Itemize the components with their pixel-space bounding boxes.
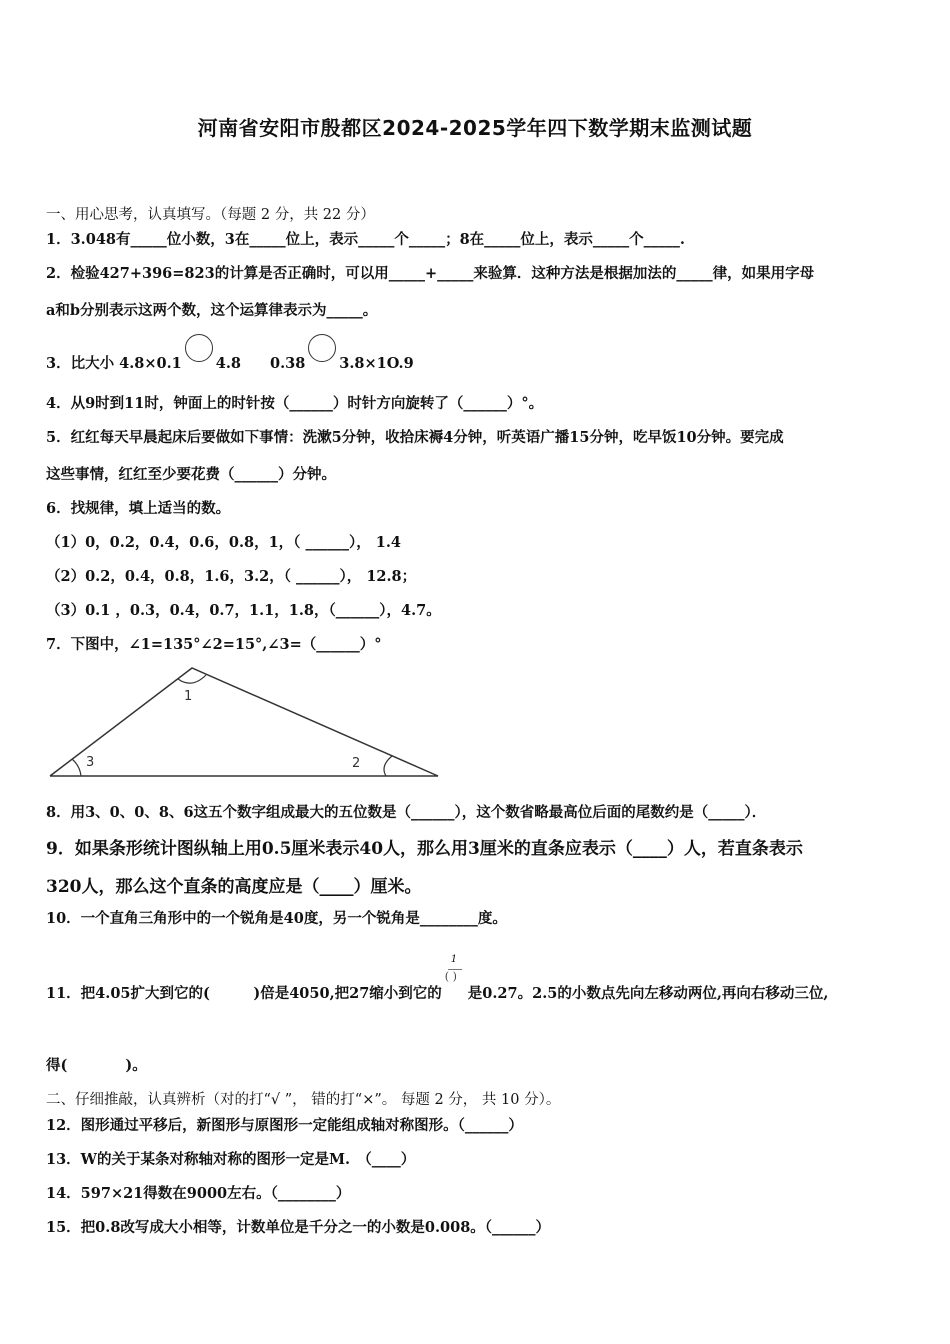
question-15: 15．把0.8改写成大小相等，计数单位是千分之一的小数是0.008。（______） — [46, 1219, 551, 1236]
question-7: 7．下图中，∠1=135°∠2=15°,∠3=（______）° — [46, 636, 382, 653]
angle-2-arc — [384, 756, 392, 776]
question-14: 14．597×21得数在9000左右。（________） — [46, 1185, 351, 1202]
question-5-line-2: 这些事情，红红至少要花费（______）分钟。 — [46, 466, 336, 483]
question-5-line-1: 5．红红每天早晨起床后要做如下事情：洗漱5分钟，收拾床褥4分钟，听英语广播15分钟，吃早饭10分钟。要完成 — [46, 429, 784, 446]
question-11-prefix: 11．把4.05扩大到它的( )倍是4050,把27缩小到它的 — [46, 985, 442, 1002]
question-6-part-3: （3）0.1 ，0.3，0.4，0.7，1.1，1.8，（______），4.7。 — [46, 602, 441, 619]
question-2-line-1: 2．检验427+396=823的计算是否正确时，可以用_____+_____来验算．这种方法是根据加法的_____律，如果用字母 — [46, 265, 815, 282]
angle-3-arc — [72, 759, 81, 776]
question-8: 8．用3、0、0、8、6这五个数字组成最大的五位数是（______），这个数省略最高位后面的尾数约是（_____）． — [46, 804, 767, 821]
question-3-suffix: 3.8×1O.9 — [339, 355, 414, 372]
fraction-numerator: 1 — [450, 954, 458, 965]
triangle-figure — [40, 660, 450, 785]
fraction-denominator: ( ) — [444, 970, 457, 983]
question-13: 13．W的关于某条对称轴对称的图形一定是M. （____） — [46, 1151, 416, 1168]
fraction-one-over-blank — [442, 954, 468, 994]
question-11-suffix: 是0.27。2.5的小数点先向左移动两位,再向右移动三位, — [467, 985, 829, 1002]
angle-1-label: 1 — [184, 689, 193, 704]
angle-3-label: 3 — [86, 755, 95, 770]
compare-circle-1[interactable] — [185, 334, 213, 362]
question-2-line-2: a和b分别表示这两个数，这个运算律表示为_____。 — [46, 302, 378, 319]
question-11 — [46, 954, 828, 1003]
angle-2-label: 2 — [352, 756, 361, 771]
page-title: 河南省安阳市殷都区2024-2025学年四下数学期末监测试题 — [197, 116, 753, 140]
question-9-line-2: 320人，那么这个直条的高度应是（____）厘米。 — [46, 877, 422, 897]
question-1: 1．3.048有_____位小数，3在_____位上，表示_____个_____；8在_____位上，表示_____个_____. — [46, 231, 685, 248]
question-6-part-2: （2）0.2，0.4，0.8，1.6，3.2，（ ______）， 12.8； — [46, 568, 417, 585]
section-1-heading: 一、用心思考，认真填写。（每题 2 分，共 22 分） — [46, 207, 375, 223]
question-12: 12．图形通过平移后，新图形与原图形一定能组成轴对称图形。（______） — [46, 1117, 523, 1134]
question-9-line-1: 9．如果条形统计图纵轴上用0.5厘米表示40人，那么用3厘米的直条应表示（____）人，若直条表示 — [46, 839, 803, 859]
question-6: 6．找规律，填上适当的数。 — [46, 500, 231, 517]
question-6-part-1: （1）0，0.2，0.4，0.6，0.8，1，（ ______）， 1.4 — [46, 534, 401, 551]
question-3 — [46, 334, 414, 373]
question-3-prefix: 3．比大小 4.8×0.1 — [46, 355, 182, 372]
question-11-line-2: 得( )。 — [46, 1057, 147, 1074]
compare-circle-2[interactable] — [308, 334, 336, 362]
question-4: 4．从9时到11时，钟面上的时针按（______）时针方向旋转了（______）°。 — [46, 395, 544, 412]
section-2-heading: 二、仔细推敲，认真辨析（对的打“√ ”， 错的打“×”。 每题 2 分， 共 10 分）。 — [46, 1092, 561, 1108]
question-3-mid: 4.8 0.38 — [215, 355, 306, 372]
triangle-outline — [50, 668, 438, 776]
question-10: 10．一个直角三角形中的一个锐角是40度，另一个锐角是________度。 — [46, 910, 507, 927]
